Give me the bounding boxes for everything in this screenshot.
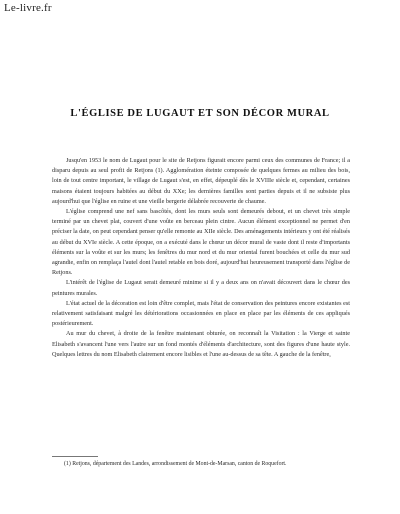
article-title: L'ÉGLISE DE LUGAUT ET SON DÉCOR MURAL xyxy=(70,108,330,119)
footnote: (1) Retjons, département des Landes, arrondissement de Mont-de-Marsan, canton de Roquefort. xyxy=(64,461,287,467)
paragraph-5: Au mur du chevet, à droite de la fenêtre maintenant obturée, on reconnaît la Visitation : la Vierge et sainte Elisabeth s'avancent l'une vers l'autre sur un fond montés d'éléments d'architecture, sont des figures d'une haute style. Quelques lettres du nom Elisabeth clairement encore lisibles et l'une au-dessus de sa tête. A gauche de la fenêtre, xyxy=(52,330,350,358)
paragraph-3: L'intérêt de l'église de Lugaut serait demeuré minime si il y a deux ans on n'avait découvert dans le chœur des peintures murales. xyxy=(52,279,350,297)
footnote-divider xyxy=(52,456,98,457)
article-body xyxy=(52,156,350,360)
watermark-logo: Le-livre.fr xyxy=(4,2,52,14)
paragraph-1: Jusqu'en 1953 le nom de Lugaut pour le site de Retjons figurait encore parmi ceux des communes de France; il a disparu depuis au seul profit de Retjons (1). Agglomération éteinte composée de quelques fermes au milieu des bois, loin de tout centre important, le village de Lugaut s'est, en effet, dépeuplé dès le XVIIIe siècle et, cependant, certaines maisons étaient toujours habitées au début du XXe; les dernières familles sont parties depuis et il ne subsiste plus aujourd'hui que l'église en ruine et une vieille bergerie délabrée recouverte de chaume. xyxy=(52,157,350,205)
paragraph-2: L'église comprend une nef sans bascôtés, dont les murs seuls sont demeurés debout, et un chevet très simple terminé par un chevet plat, couvert d'une voûte en berceau plein cintre. Aucun élément exceptionnel ne permet d'en préciser la date, on peut cependant penser qu'elle remonte au XIIe siècle. Des aménagements intérieurs y ont été réalisés au début du XVIe siècle. A cette époque, on a exécuté dans le chœur un décor mural de vaste dont il reste d'importants éléments sur la voûte et sur les murs; les fenêtres du mur nord et du mur oriental furent bouchées et celle du mur sud agrandie, enfin on remplaça l'autel dont l'autel retable en bois doré, aujourd'hui heureusement transporté dans l'église de Retjons. xyxy=(52,208,350,277)
paragraph-4: L'état actuel de la décoration est loin d'être complet, mais l'état de conservation des peintures encore existantes est relativement satisfaisant malgré les détériorations occasionnées en place en place par les éléments de ces appliqués postérieurement. xyxy=(52,299,350,328)
